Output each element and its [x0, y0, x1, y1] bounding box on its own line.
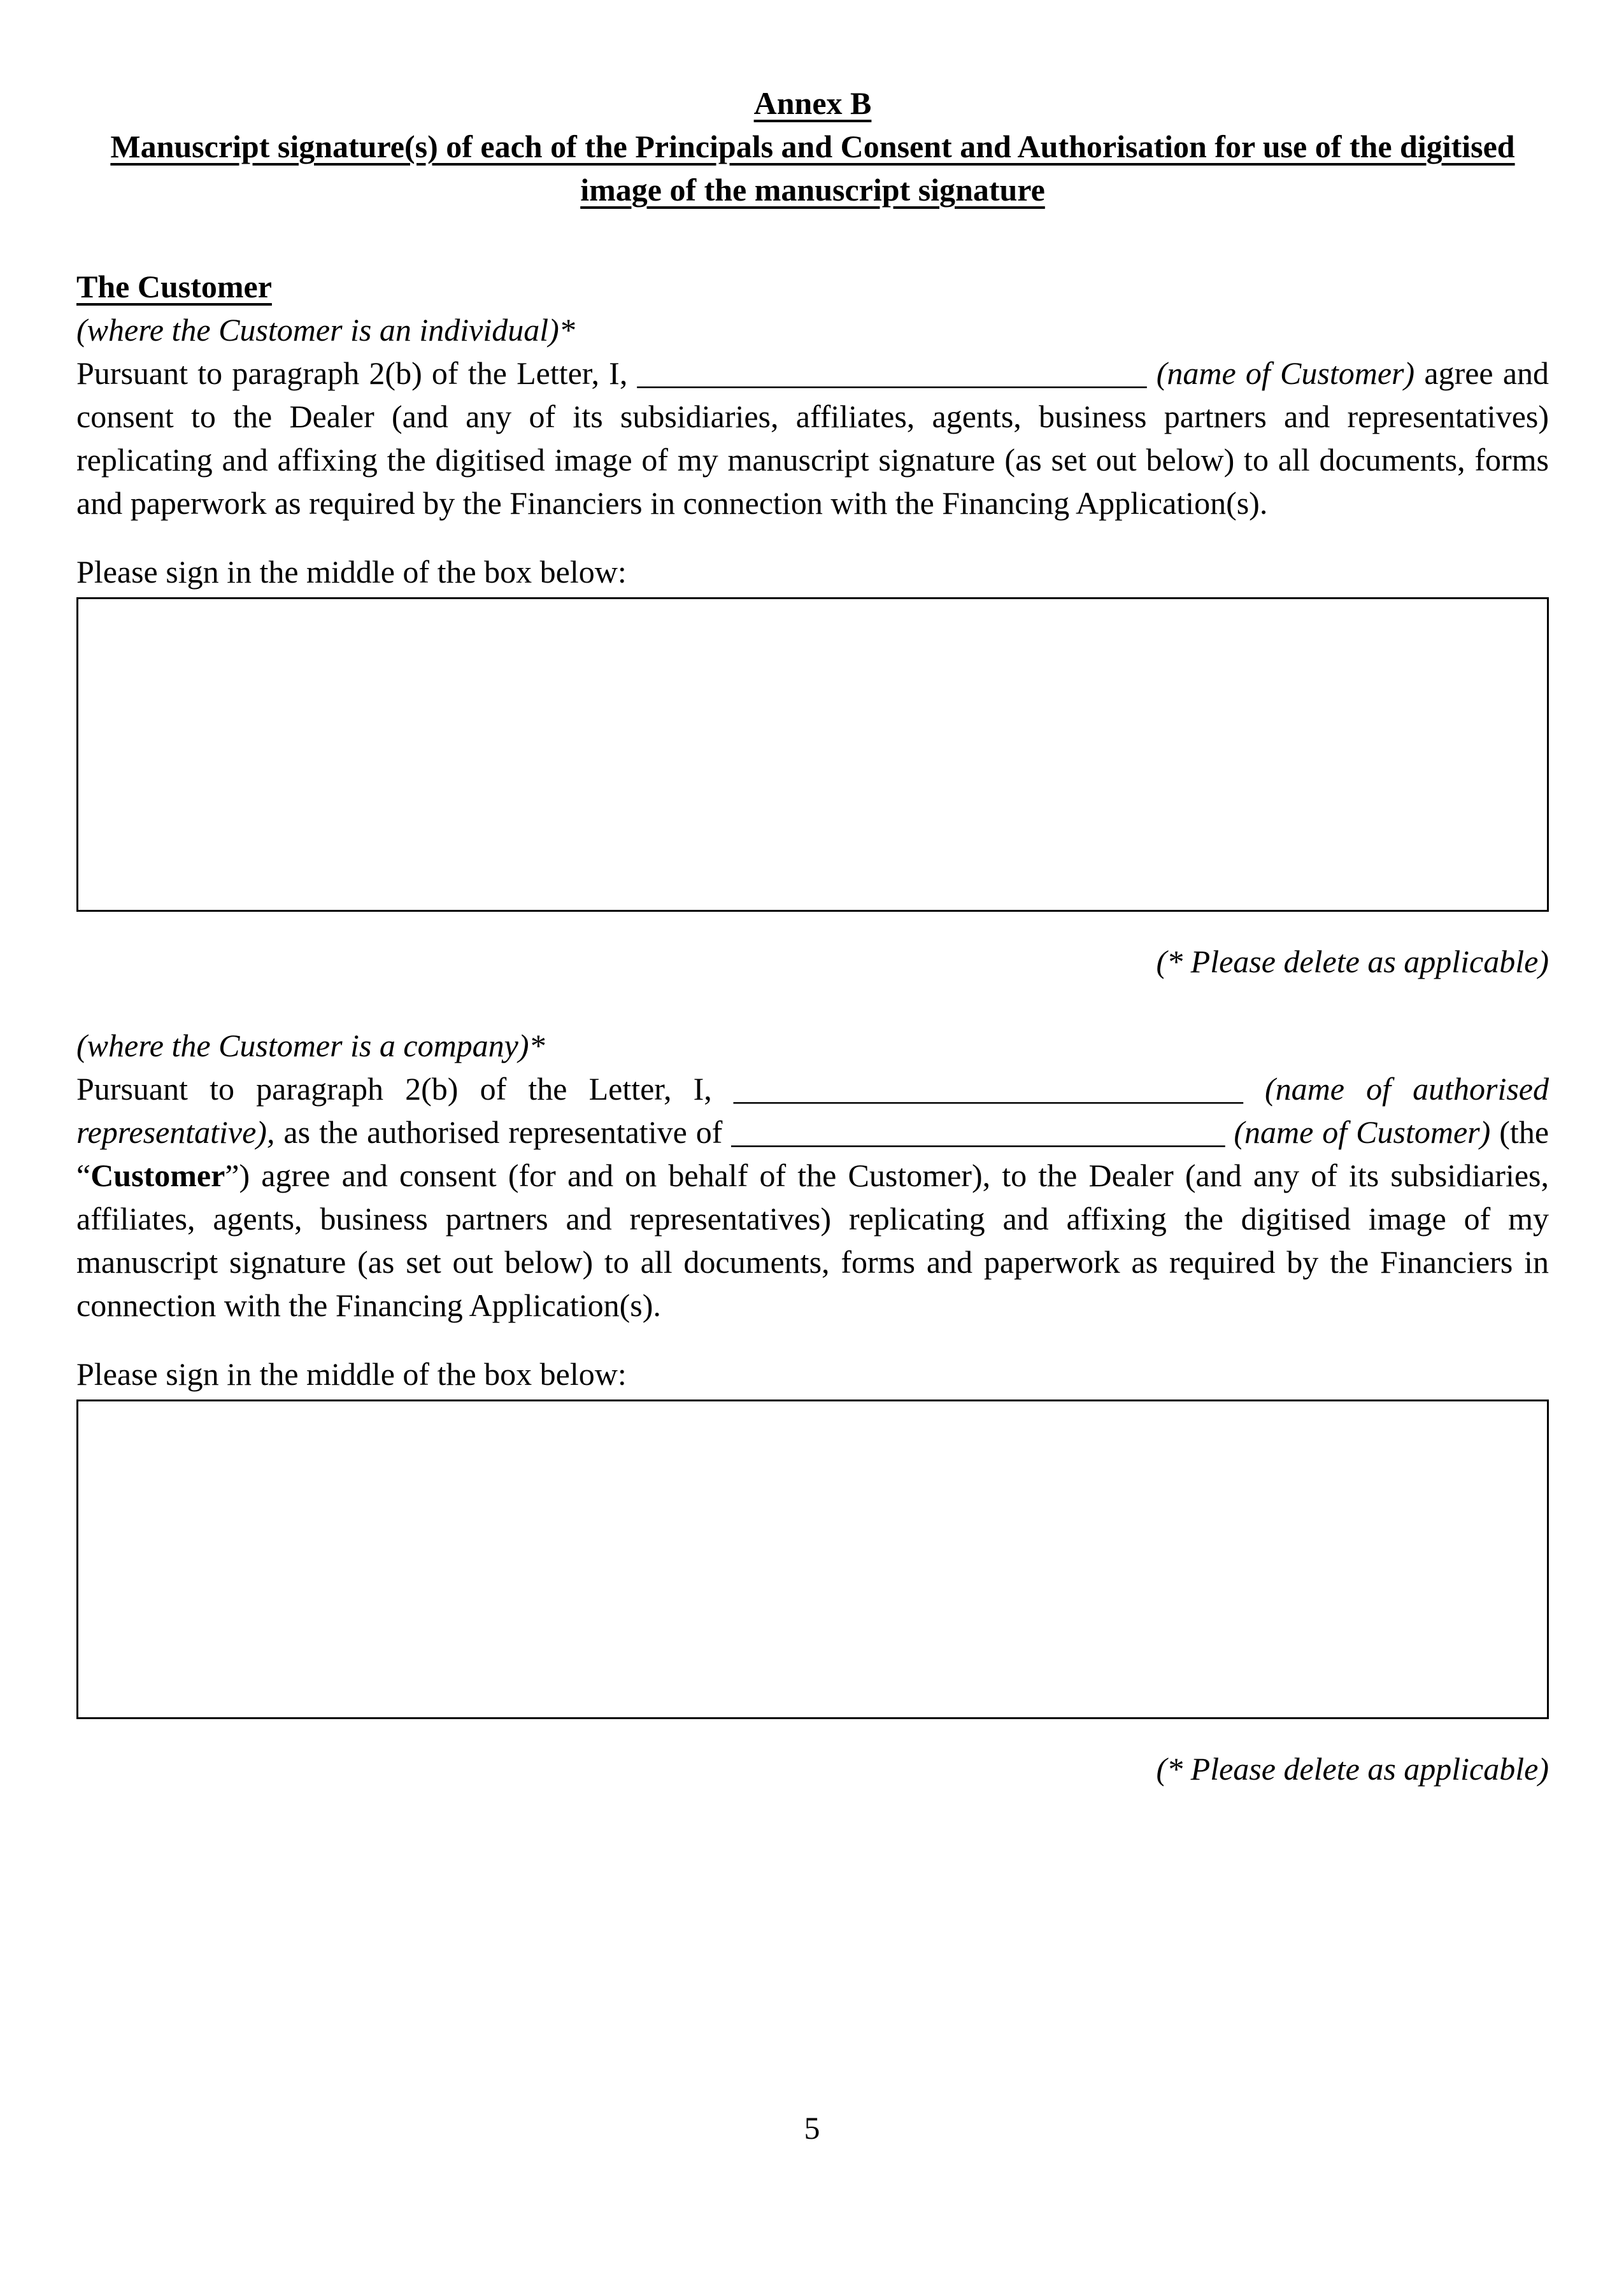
individual-signature-box[interactable]: [76, 597, 1549, 912]
company-signature-box[interactable]: [76, 1400, 1549, 1719]
document-title-text-1: Manuscript signature(s) of each of the Principals and Consent and Authorisation for use of the digitised: [110, 129, 1515, 164]
document-title-line-2: [76, 168, 1549, 211]
company-delete-note: (* Please delete as applicable): [1156, 1751, 1549, 1787]
company-sign-prompt: Please sign in the middle of the box below:: [76, 1356, 627, 1392]
annex-label: [76, 81, 1549, 125]
company-condition-label: (where the Customer is a company)*: [76, 1028, 545, 1063]
customer-heading-text: The Customer: [76, 269, 272, 304]
customer-heading: [76, 265, 1549, 308]
text-run: (the “: [76, 1114, 1549, 1193]
text-run: (name of authorised representative),: [76, 1071, 1549, 1150]
text-run: (name of Customer): [1234, 1114, 1491, 1150]
company-section: [76, 1024, 1549, 1790]
authorised-representative-name-blank[interactable]: ________________________________: [733, 1071, 1243, 1107]
company-consent-paragraph: [76, 1067, 1549, 1327]
text-run: [1225, 1114, 1234, 1150]
text-run: Pursuant to paragraph 2(b) of the Letter, I,: [76, 355, 637, 391]
page-number: 5: [804, 2110, 820, 2146]
individual-section: [76, 308, 1549, 983]
document-title-line-1: [76, 125, 1549, 168]
individual-sign-prompt: Please sign in the middle of the box below:: [76, 554, 627, 590]
individual-consent-paragraph: [76, 351, 1549, 525]
annex-label-text: Annex B: [753, 85, 872, 121]
text-run: ”) agree and consent (for and on behalf of the Customer), to the Dealer (and any of its subsidiaries, affiliates, agents, business partners and representatives) replicating and affixing the digitised image of my manuscript signature (as set out below) to all documents, forms and paperwork as required by the Financiers in connection with the Financing Application(s).: [76, 1158, 1549, 1323]
customer-company-name-blank[interactable]: _______________________________: [731, 1114, 1225, 1150]
text-run: Customer: [90, 1158, 225, 1193]
text-run: (name of Customer): [1156, 355, 1415, 391]
document-title-text-2: image of the manuscript signature: [580, 172, 1045, 208]
text-run: as the authorised representative of: [274, 1114, 732, 1150]
text-run: [1243, 1071, 1265, 1107]
customer-name-blank[interactable]: ________________________________: [637, 355, 1147, 391]
text-run: [1147, 355, 1157, 391]
document-header: [76, 81, 1549, 211]
text-run: Pursuant to paragraph 2(b) of the Letter, I,: [76, 1071, 734, 1107]
individual-condition-label: (where the Customer is an individual)*: [76, 312, 575, 348]
individual-delete-note: (* Please delete as applicable): [1156, 944, 1549, 979]
text-run: agree and consent to the Dealer (and any of its subsidiaries, affiliates, agents, business partners and representatives) replicating and affixing the digitised image of my manuscript signature (as set out below) to all documents, forms and paperwork as required by the Financiers in connection with the Financing Application(s).: [76, 355, 1549, 521]
